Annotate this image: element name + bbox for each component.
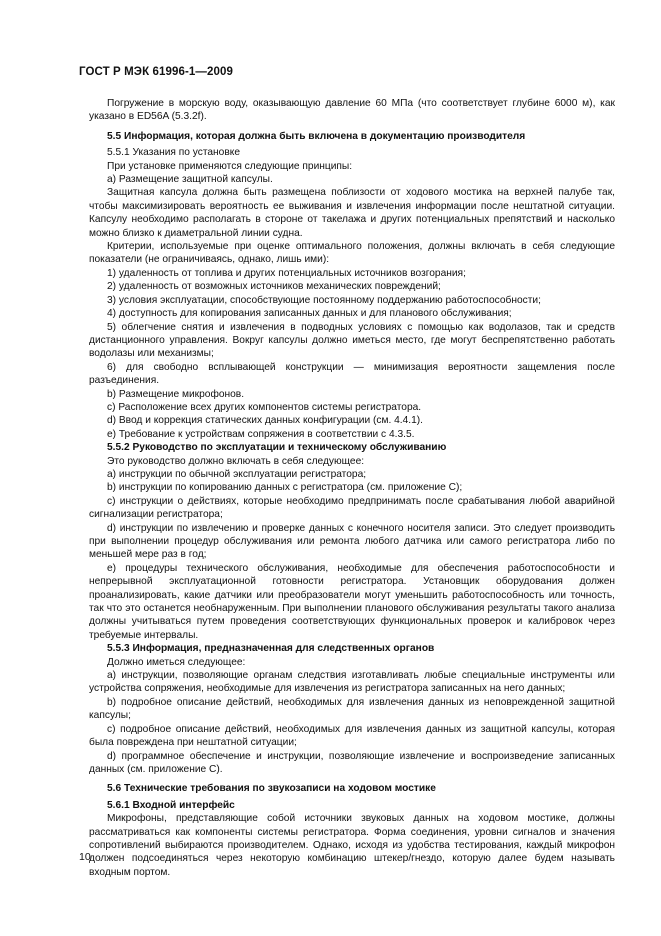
paragraph: Должно иметься следующее: bbox=[107, 656, 246, 668]
section-heading-5-5: 5.5 Информация, которая должна быть включена в документацию производителя bbox=[107, 130, 526, 142]
paragraph: Микрофоны, представляющие собой источники звуковых данных на ходовом мостике, должны рассматриваться как компоненты системы регистратора. Форма соединения, уровни сигналов и значения сопротивлений выбираются производителем. Однако, исходя из удобства тестирования, каждый микрофон должен подсоединяться через некоторую комбинацию штекер/гнездо, которую далее будем называть входным портом. bbox=[89, 813, 615, 878]
section-heading-5-6: 5.6 Технические требования по звукозаписи на ходовом мостике bbox=[107, 783, 436, 795]
list-item: a) инструкции, позволяющие органам следствия изготавливать любые специальные инструменты или устройства сопряжения, необходимые для извлечения из регистратора записанных на него данных; bbox=[89, 670, 615, 695]
subsection-heading-5-5-3: 5.5.3 Информация, предназначенная для следственных органов bbox=[107, 643, 435, 655]
list-item: e) процедуры технического обслуживания, необходимые для обеспечения работоспособности и непрерывной эксплуатационной готовности регистратора. Установщик оборудования должен проанализировать, какие датчики или преобразователи могут уменьшить работоспособность или точность, так что это останется необнаруженным. При выполнении планового обслуживания результаты такого анализа должны учитываться путем проведения соответствующих функциональных проверок и калибровок через требуемые интервалы. bbox=[89, 562, 615, 641]
list-item: b) инструкции по копированию данных с регистратора (см. приложение C); bbox=[107, 482, 463, 494]
list-item: c) Расположение всех других компонентов системы регистратора. bbox=[107, 401, 422, 413]
list-item: a) Размещение защитной капсулы. bbox=[107, 174, 273, 186]
list-item: 6) для свободно всплывающей конструкции — минимизация вероятности защемления после разъединения. bbox=[89, 361, 615, 387]
list-item: 1) удаленность от топлива и других потенциальных источников возгорания; bbox=[107, 267, 466, 279]
document-body bbox=[89, 97, 615, 879]
paragraph: Критерии, используемые при оценке оптимального положения, должны включать в себя следующие показатели (не ограничиваясь, однако, лишь ими): bbox=[89, 241, 615, 266]
list-item: c) подробное описание действий, необходимых для извлечения данных из защитной капсулы, которая была повреждена при нештатной ситуации; bbox=[89, 723, 615, 749]
paragraph: Погружение в морскую воду, оказывающую давление 60 МПа (что соответствует глубине 6000 м), как указано в ED56A (5.3.2f). bbox=[89, 98, 615, 123]
list-item: d) программное обеспечение и инструкции, позволяющие извлечение и воспроизведение записанных данных (см. приложение C). bbox=[89, 750, 615, 775]
list-item: b) подробное описание действий, необходимых для извлечения данных из неповрежденной защитной капсулы; bbox=[89, 696, 615, 722]
list-item: 5) облегчение снятия и извлечения в подводных условиях с помощью как водолазов, так и средств дистанционного управления. Вокруг капсулы должно иметься место, где могут беспрепятственно работать водолазы или механизмы; bbox=[89, 321, 615, 360]
list-item: b) Размещение микрофонов. bbox=[107, 388, 245, 400]
list-item: d) Ввод и коррекция статических данных конфигурации (см. 4.4.1). bbox=[107, 415, 424, 427]
subsection-heading-5-5-1: 5.5.1 Указания по установке bbox=[107, 147, 240, 159]
list-item: d) инструкции по извлечению и проверке данных с конечного носителя записи. Это следует производить при выполнении процедур обслуживания или ремонта любого датчика или самого регистратора либо по меньшей мере раз в год; bbox=[89, 522, 615, 561]
list-item: e) Требование к устройствам сопряжения в соответствии с 4.3.5. bbox=[107, 428, 415, 440]
subsection-heading-5-6-1: 5.6.1 Входной интерфейс bbox=[107, 799, 235, 811]
list-item: a) инструкции по обычной эксплуатации регистратора; bbox=[107, 468, 367, 480]
document-header: ГОСТ Р МЭК 61996-1—2009 bbox=[79, 66, 233, 78]
list-item: 4) доступность для копирования записанных данных и для планового обслуживания; bbox=[107, 308, 512, 320]
list-item: 3) условия эксплуатации, способствующие постоянному поддержанию работоспособности; bbox=[107, 294, 541, 306]
page-number: 10 bbox=[79, 851, 91, 863]
paragraph: Это руководство должно включать в себя следующее: bbox=[107, 455, 365, 467]
paragraph: При установке применяются следующие принципы: bbox=[107, 160, 353, 172]
paragraph: Защитная капсула должна быть размещена поблизости от ходового мостика на верхней палубе так, чтобы максимизировать вероятность ее выживания и извлечения информации после нештатной ситуации. Капсулу необходимо располагать в стороне от такелажа и других потенциальных препятствий и насколько можно близко к диаметральной линии судна. bbox=[89, 187, 615, 239]
subsection-heading-5-5-2: 5.5.2 Руководство по эксплуатации и техническому обслуживанию bbox=[107, 442, 447, 454]
list-item: c) инструкции о действиях, которые необходимо предпринимать после срабатывания любой аварийной сигнализации регистратора; bbox=[89, 495, 615, 521]
list-item: 2) удаленность от возможных источников механических повреждений; bbox=[107, 281, 441, 293]
